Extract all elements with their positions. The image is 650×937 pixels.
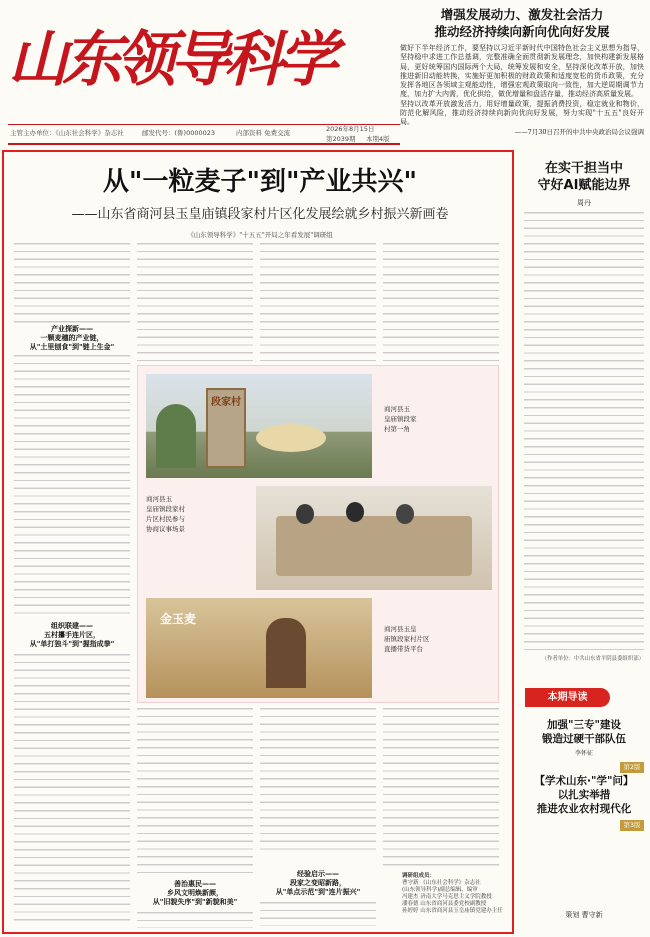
body-col-4a: [383, 243, 499, 361]
lead-article: [400, 6, 644, 144]
section-heading-3: 善治惠民—— 乡风文明焕新颜， 从"旧貌失序"到"新貌和美": [152, 880, 238, 906]
caption-2: 商河县玉 皇庙镇段家村 片区村民参与 协商议事场景: [146, 495, 185, 533]
side-article-title: 在实干担当中 守好AI赋能边界: [537, 161, 631, 193]
internal-note: 内部资料 免费交流: [236, 129, 291, 137]
recommend-banner: 本期导读: [525, 688, 610, 707]
side-article-author: 周丹: [577, 199, 591, 207]
feature-byline: 《山东领导科学》"十五五"开局之年看发展"调研组: [187, 231, 333, 239]
photo-meeting: [256, 486, 492, 590]
body-col-1b: [14, 355, 130, 618]
lead-paragraph-2: 坚持以改革开放激发活力，用好增量政策，提振消费投资，稳定就业和物价，防范化解风险，推动经济持续向新向优向好发展，努力实现"十五五"良好开局。: [400, 99, 644, 127]
body-col-2a: [137, 243, 253, 361]
photo-livestream: [146, 598, 372, 698]
body-col-1a: [14, 243, 130, 323]
recommend-item-2-page: 第3版: [620, 820, 644, 831]
gate-sign: 段家村: [211, 397, 241, 408]
postal-code: 邮发代号：(鲁)0000023: [142, 129, 216, 137]
section-heading-4: 经验启示—— 段家之变昭新路， 从"单点示范"到"连片振兴": [275, 870, 361, 896]
recommend-item-1-author: 李怀征: [574, 750, 593, 757]
body-col-3b: [260, 708, 376, 853]
feature-subtitle: ——山东省商河县玉皇庙镇段家村片区化发展绘就乡村振兴新画卷: [71, 207, 449, 222]
tree-shape: [156, 404, 196, 468]
photo-village-gate: [146, 374, 372, 478]
masthead-logo: 山东领导科学: [8, 25, 332, 95]
lead-source: ——7月30日召开的中共中央政治局会议强调: [514, 127, 644, 136]
lead-title: 增强发展动力、激发社会活力 推动经济持续向新向优向好发展: [434, 7, 610, 39]
person-1: [296, 504, 314, 524]
body-col-3c: [260, 902, 376, 926]
product-sign: 金玉麦: [160, 612, 197, 626]
info-bar: [8, 124, 400, 145]
person-3: [396, 504, 414, 524]
meeting-table: [276, 516, 472, 576]
section-heading-1: 产业探新—— 一颗麦穗的产业链， 从"土里刨食"到"链上生金": [29, 325, 115, 351]
person-2: [346, 502, 364, 522]
caption-1: 商河县玉 皇庙镇段家 村第一角: [384, 405, 417, 433]
recommend-item-1-page: 第2版: [620, 762, 644, 773]
grain-sculpture: [256, 424, 326, 452]
body-col-3a: [260, 243, 376, 361]
body-col-2b: [137, 708, 253, 878]
streamer: [266, 618, 306, 688]
side-article-body: [524, 212, 644, 652]
lead-paragraph-1: 做好下半年经济工作，要坚持以习近平新时代中国特色社会主义思想为指导，坚持稳中求进工作总基调，完整准确全面贯彻新发展理念，加快构建新发展格局，更好统筹国内国际两个大局，统筹发展和安全，坚持深化改革开放，加快推进新旧动能转换，实施好更加积极的财政政策和适度宽松的货币政策，充分发挥各地区各领域主观能动性，增强宏观政策取向一致性，加大逆周期调节力度，加力扩大内需，优化供给，做优增量和盘活存量，推动经济高质量发展。: [400, 44, 644, 99]
body-col-1c: [14, 654, 130, 926]
body-col-2c: [137, 912, 253, 928]
page-count: 本期4版: [366, 135, 390, 143]
body-col-4b: [383, 708, 499, 868]
caption-3: 商河县玉皇 庙镇段家村片区 直播带货平台: [384, 625, 430, 653]
issue-number: 第2039期: [326, 135, 356, 143]
planner: 策划 曹守新: [565, 911, 603, 919]
recommend-item-2[interactable]: 【学术山东·"学"问】 以扎实举措 推进农业农村现代化: [534, 775, 634, 815]
feature-title: 从"一粒麦子"到"产业共兴": [102, 167, 418, 197]
recommend-item-1[interactable]: 加强"三专"建设 锻造过硬干部队伍: [542, 719, 626, 745]
sponsor: 主管主办单位：《山东社会科学》杂志社: [10, 129, 124, 137]
research-team: 调研组成员： 曹守新 《山东社会科学》杂志社 (山东领导科学)副总编辑、编审 冯建杰 济南大学马克思主义学院教授 潘春德 山东省商河县委党校副教授 孙婷婷 山东省商河县玉皇庙镇党建办主任: [402, 873, 503, 914]
side-article-source: （作者单位：中共山东省平阴县委组织部）: [541, 656, 644, 662]
section-heading-2: 组织联建—— 五村攥手连片区， 从"单打独斗"到"握指成拳": [29, 622, 115, 648]
photo-area: [137, 365, 499, 703]
issue-date: 2026年8月15日: [326, 125, 375, 133]
